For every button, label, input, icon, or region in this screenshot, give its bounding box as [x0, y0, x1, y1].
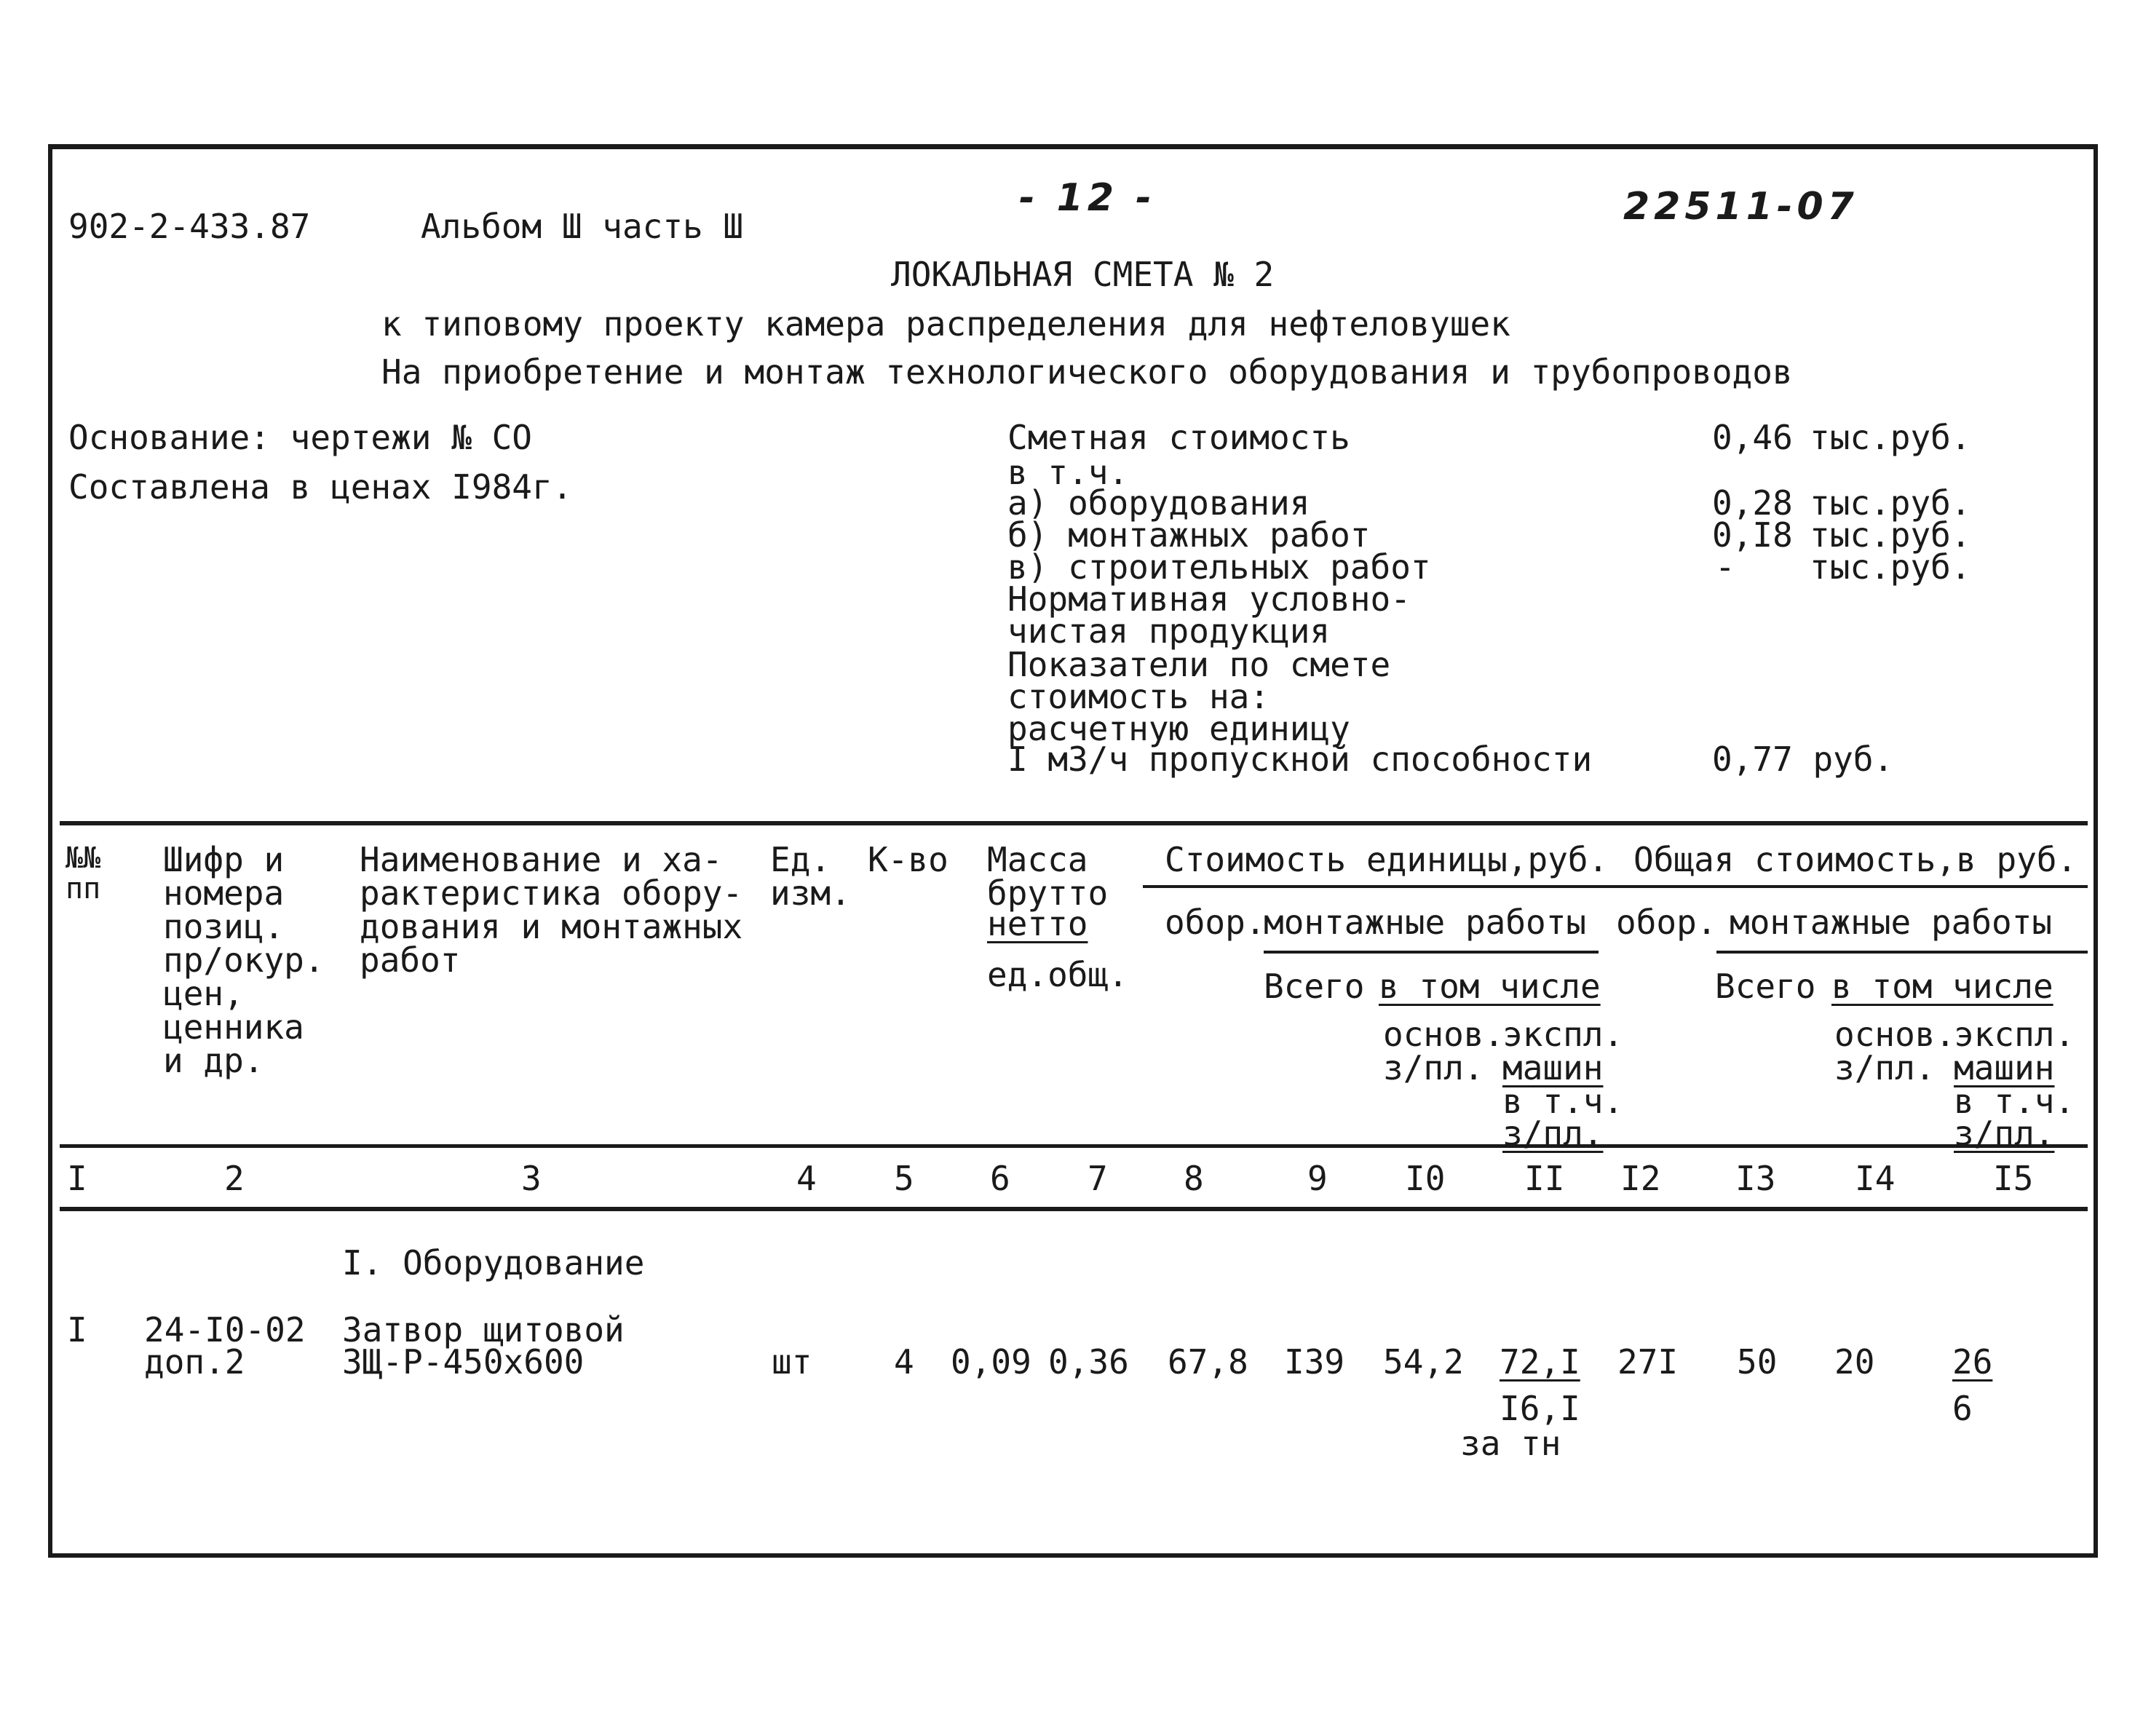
- total-install-header: монтажные работы: [1730, 903, 2053, 942]
- unit-machine-header-3: в т.ч.: [1502, 1082, 1624, 1121]
- col-number: 9: [1307, 1159, 1328, 1198]
- row-total-equip: 27I: [1617, 1342, 1679, 1382]
- col-number: I2: [1620, 1159, 1661, 1198]
- equipment-value: 0,28: [1712, 483, 1793, 523]
- row-total-machine-wage: 6: [1952, 1389, 1973, 1428]
- col-number: 5: [894, 1159, 914, 1198]
- total-machine-header: экспл.: [1954, 1015, 2075, 1054]
- col-number: 3: [521, 1159, 542, 1198]
- total-incl-header: в том числе: [1831, 967, 2053, 1006]
- col-number: I3: [1735, 1159, 1776, 1198]
- col-number: 2: [224, 1159, 245, 1198]
- installation-unit: тыс.руб.: [1810, 515, 1971, 555]
- total-equip-header: обор.: [1616, 903, 1717, 942]
- total-machine-header-4: з/пл.: [1954, 1114, 2055, 1153]
- col-mass-netto: нетто: [987, 904, 1088, 943]
- col-mass-units: ед.общ.: [987, 955, 1128, 994]
- total-install-rule: [1716, 951, 2088, 954]
- total-cost-header: Общая стоимость,в руб.: [1633, 840, 2077, 879]
- colnum-bottom-rule: [60, 1207, 2088, 1211]
- row-total-basic-wage: 20: [1834, 1342, 1875, 1382]
- row-num: I: [67, 1310, 87, 1349]
- row-name-1: Затвор щитовой: [342, 1310, 625, 1349]
- unit-install-header: монтажные работы: [1264, 903, 1587, 942]
- installation-label: б) монтажных работ: [1007, 515, 1371, 555]
- normative-line-2: чистая продукция: [1007, 611, 1331, 651]
- unit-total-header: Всего: [1264, 967, 1365, 1006]
- unit-cost-header: Стоимость единицы,руб.: [1165, 840, 1609, 879]
- unit-machine-header: экспл.: [1502, 1015, 1624, 1054]
- equipment-unit: тыс.руб.: [1810, 483, 1971, 523]
- unit-machine-header-4: з/пл.: [1502, 1114, 1604, 1153]
- row-total-machine: 26: [1952, 1342, 1993, 1382]
- total-basic-wage-header: основ. з/пл.: [1834, 1015, 1956, 1087]
- unit-install-rule: [1264, 951, 1599, 954]
- estimated-cost-value: 0,46: [1712, 418, 1793, 457]
- row-code-1: 24-I0-02: [144, 1310, 306, 1349]
- row-cost-install-total: I39: [1284, 1342, 1345, 1382]
- equipment-label: а) оборудования: [1007, 483, 1310, 523]
- col-code-header: Шифр и номера позиц. пр/окур. цен, ценника и др.: [163, 840, 325, 1080]
- total-total-header: Всего: [1715, 967, 1816, 1006]
- col-number: I4: [1855, 1159, 1896, 1198]
- section-title: I. Оборудование: [342, 1243, 645, 1283]
- row-cost-note: за тн: [1460, 1424, 1561, 1463]
- col-number: 8: [1184, 1159, 1204, 1198]
- indicators-line-4: I м3/ч пропускной способности: [1007, 740, 1593, 779]
- unit-basic-wage-header: основ. з/пл.: [1383, 1015, 1505, 1087]
- total-machine-header-2: машин: [1954, 1048, 2055, 1087]
- row-name-2: ЗЩ-Р-450х600: [342, 1342, 585, 1382]
- construction-value: -: [1715, 547, 1735, 587]
- col-number: 4: [796, 1159, 817, 1198]
- row-cost-machine: 72,I: [1500, 1342, 1580, 1382]
- total-machine-header-3: в т.ч.: [1954, 1082, 2075, 1121]
- row-total-install: 50: [1737, 1342, 1778, 1382]
- indicators-line-3: расчетную единицу: [1007, 709, 1350, 748]
- doc-code: 902-2-433.87: [68, 207, 311, 246]
- row-mass-unit: 0,09: [951, 1342, 1031, 1382]
- estimate-title: ЛОКАЛЬНАЯ СМЕТА № 2: [891, 255, 1275, 294]
- title-line-2: На приобретение и монтаж технологического оборудования и трубопроводов: [381, 352, 1793, 392]
- incl-label: в т.ч.: [1007, 453, 1129, 492]
- table-top-rule: [60, 821, 2088, 825]
- indicators-line-1: Показатели по смете: [1007, 645, 1391, 684]
- handwritten-id: 22511-07: [1623, 185, 1858, 229]
- row-code-2: доп.2: [144, 1342, 245, 1382]
- row-cost-basic-wage: 54,2: [1383, 1342, 1464, 1382]
- row-unit: шт: [772, 1342, 812, 1382]
- indicators-line-2: стоимость на:: [1007, 677, 1270, 716]
- col-mass-header: Масса брутто: [987, 840, 1109, 913]
- col-qty-header: К-во: [868, 840, 948, 879]
- col-number: II: [1524, 1159, 1565, 1198]
- estimated-cost-label: Сметная стоимость: [1007, 418, 1350, 457]
- album-label: Альбом Ш часть Ш: [421, 207, 744, 246]
- cost-header-rule: [1143, 885, 2088, 888]
- normative-line-1: Нормативная условно-: [1007, 579, 1411, 619]
- basis-drawings: Основание: чертежи № СО: [68, 418, 532, 457]
- col-number: I5: [1993, 1159, 2034, 1198]
- row-qty: 4: [894, 1342, 914, 1382]
- unit-machine-header-2: машин: [1502, 1048, 1604, 1087]
- basis-prices: Составлена в ценах I984г.: [68, 467, 573, 507]
- unit-equip-header: обор.: [1165, 903, 1266, 942]
- row-mass-total: 0,36: [1048, 1342, 1129, 1382]
- construction-label: в) строительных работ: [1007, 547, 1431, 587]
- row-cost-equip: 67,8: [1168, 1342, 1248, 1382]
- col-number: I: [67, 1159, 87, 1198]
- construction-unit: тыс.руб.: [1810, 547, 1971, 587]
- col-num-header: №№ пп: [66, 841, 101, 905]
- page-number: - 12 -: [1019, 176, 1156, 220]
- col-number: 7: [1088, 1159, 1108, 1198]
- estimated-cost-unit: тыс.руб.: [1810, 418, 1971, 457]
- col-number: 6: [990, 1159, 1010, 1198]
- title-line-1: к типовому проекту камера распределения для нефтеловушек: [381, 304, 1510, 344]
- row-cost-machine-wage: I6,I: [1500, 1389, 1580, 1428]
- unit-incl-header: в том числе: [1379, 967, 1601, 1006]
- indicators-value: 0,77 руб.: [1712, 740, 1894, 779]
- installation-value: 0,I8: [1712, 515, 1793, 555]
- col-name-header: Наименование и ха- рактеристика обору- дования и монтажных работ: [360, 840, 743, 980]
- col-number: I0: [1405, 1159, 1446, 1198]
- col-unit-header: Ед. изм.: [770, 840, 851, 913]
- header-bottom-rule: [60, 1144, 2088, 1148]
